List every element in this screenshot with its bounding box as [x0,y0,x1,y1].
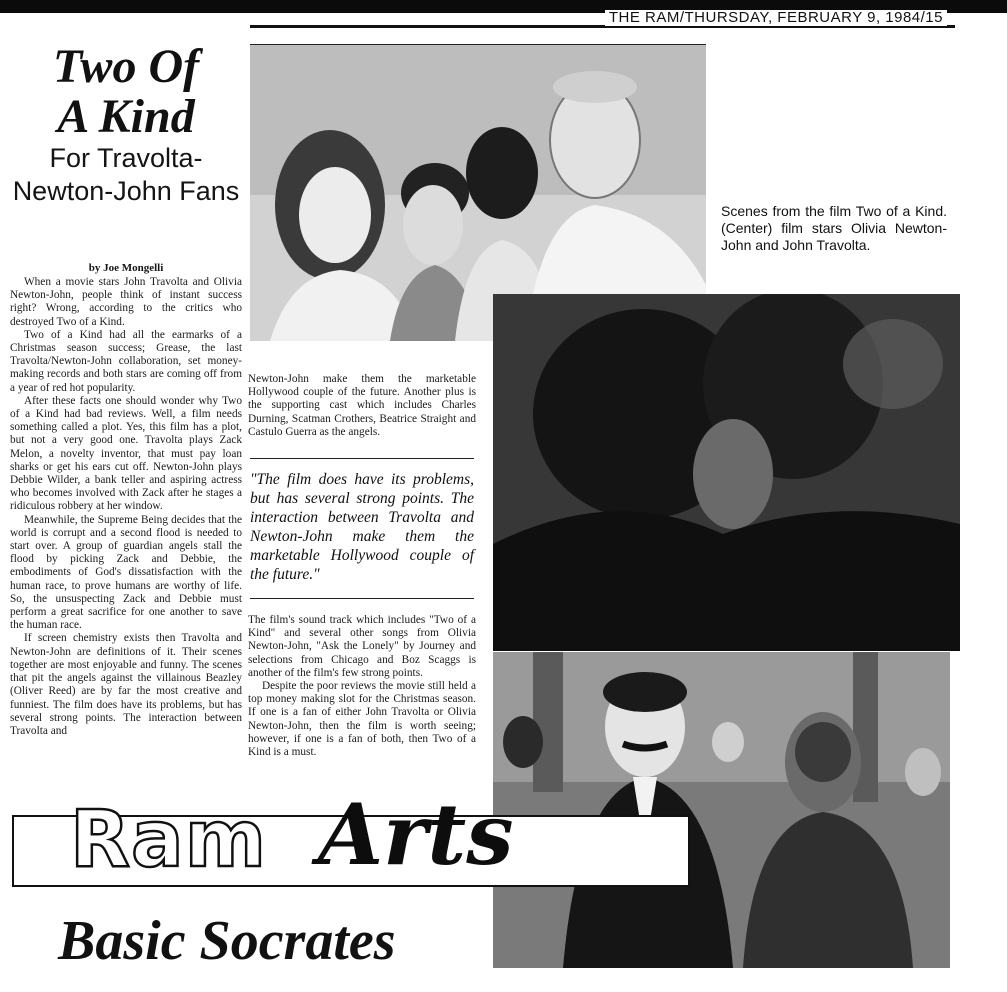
paragraph: After these facts one should wonder why Two of a Kind had bad reviews. Well, a film needs something called a plot. Yes, this film has a plot, but not a very good one. Travolta plays Zack Melon, a novelty inventor, that must pay loan sharks or get his ears cut off. Newton-John plays Debbie Wilder, a bank teller and aspiring actress who becomes involved with Zack after he stages a ridiculous robbery at her window. [10,394,242,513]
photo-dark-scene [493,294,960,651]
pullquote-bottom-rule [250,598,474,599]
photo-angel-scene-image [493,652,950,968]
banner-arts-logo: Arts [318,785,514,884]
paragraph: If screen chemistry exists then Travolta and Newton-John are definitions of it. Their scenes together are most enjoyable and funny. The scenes that pit the angels against the villainous Beazley (Oliver Reed) are by far the most creative and funniest. The film does have its problems, but has several strong points. The interaction between Travolta and [10,632,242,737]
paragraph: Despite the poor reviews the movie still held a top money making slot for the Christmas season. If one is a fan of either John Travolta or Olivia Newton-John, then the film is worth seeing; however, if one is a fan of both, then Two of a Kind is a must. [248,680,476,759]
title-line-1: Two Of [52,40,200,93]
paragraph: When a movie stars John Travolta and Olivia Newton-John, people think of instant success right? Wrong, according to the critics who destroyed Two of a Kind. [10,276,242,328]
article-title [10,42,242,142]
article-subtitle: For Travolta-Newton-John Fans [12,143,240,206]
paragraph: Two of a Kind had all the earmarks of a Christmas season success; Grease, the last Travolta/Newton-John collaboration, set money-making records and both stars are coming off from a year of red hot popularity. [10,328,242,394]
banner-ram-logo: Ram [70,795,267,885]
pull-quote: "The film does have its problems, but has several strong points. The interaction between Travolta and Newton-John make them the marketable Hollywood couple of the future." [250,471,474,583]
next-article-headline: Basic Socrates [58,910,396,972]
article-column-2-top [248,373,476,439]
photo-caption: Scenes from the film Two of a Kind. (Center) film stars Olivia Newton-John and John Travolta. [721,203,947,253]
photo-angel-scene [493,652,950,968]
paragraph: Meanwhile, the Supreme Being decides that the world is corrupt and a second flood is needed to start over. A group of guardian angels stall the flood by picking Zack and Debbie, the embodiments of God's dissatisfaction with the human race, to prove humans are worthy of life. So, the unsuspecting Zack and Debbie must perform a great sacrifice for one another to save the human race. [10,513,242,632]
paragraph: Newton-John make them the marketable Hollywood couple of the future. Another plus is the supporting cast which includes Charles Durning, Scatman Crothers, Beatrice Straight and Castulo Guerra as the angels. [248,373,476,438]
photo-dark-scene-image [493,294,960,651]
article-column-2-bottom [248,614,476,759]
byline: by Joe Mongelli [88,262,164,274]
pullquote-top-rule [250,458,474,459]
title-line-2: A Kind [57,90,195,143]
paragraph: The film's sound track which includes "Two of a Kind" and several other songs from Olivia Newton-John, "Ask the Lonely" by Journey and selections from Chicago and Boz Scaggs is another of the film's few strong points. [248,614,476,679]
article-column-1 [10,276,242,738]
page-header: THE RAM/THURSDAY, FEBRUARY 9, 1984/15 [605,10,947,26]
